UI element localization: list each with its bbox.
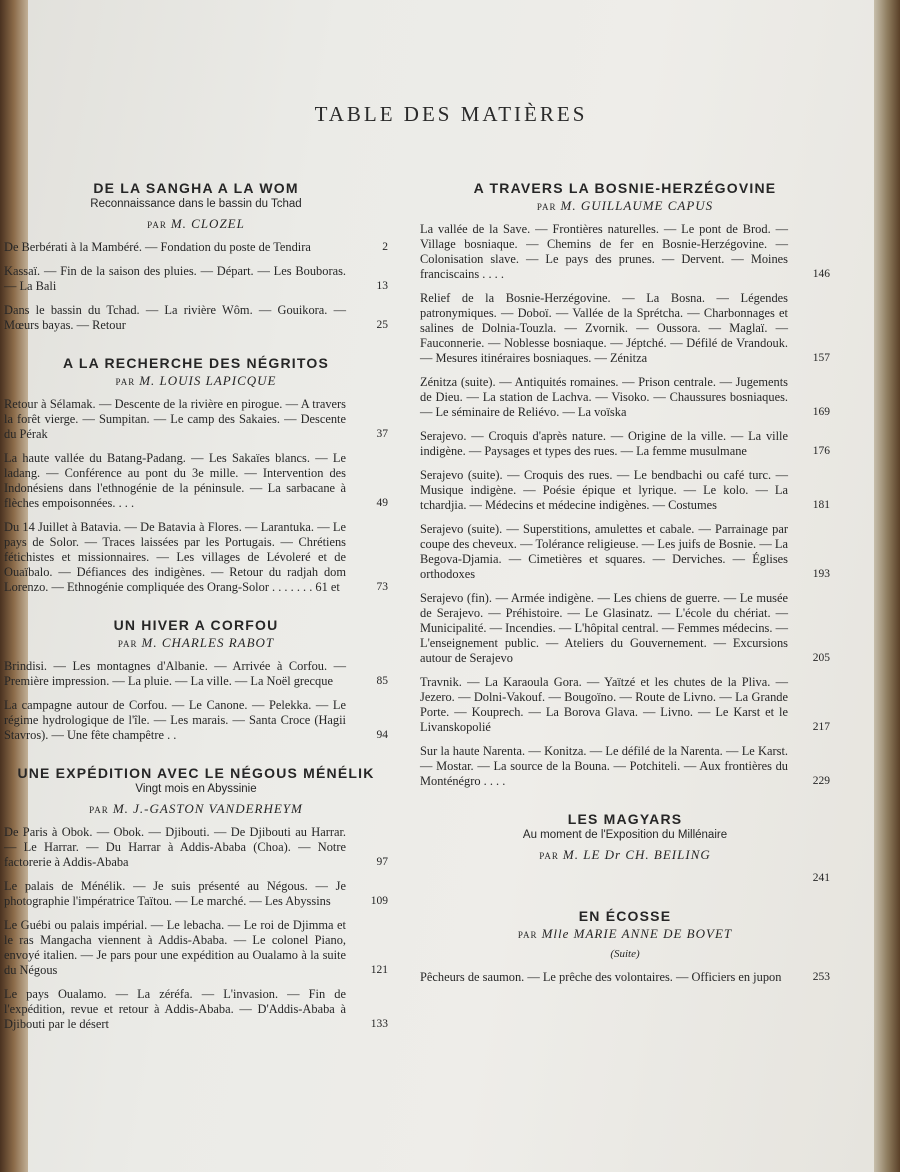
entry-page-number: 229 bbox=[812, 775, 830, 787]
author-prefix: PAR bbox=[517, 930, 538, 940]
toc-entry bbox=[420, 871, 830, 886]
author-prefix: PAR bbox=[115, 377, 136, 387]
entry-page-number: 217 bbox=[812, 721, 830, 733]
toc-section bbox=[420, 180, 830, 789]
entry-page-number: 109 bbox=[370, 895, 388, 907]
toc-section bbox=[4, 180, 388, 333]
entry-text: De Paris à Obok. — Obok. — Djibouti. — De Djibouti au Harrar. — Le Harrar. — Du Harrar à Addis-Ababa (Choa). — Notre factorerie à Addis-Ababa bbox=[4, 825, 346, 869]
toc-entry bbox=[4, 397, 388, 442]
toc-section bbox=[4, 765, 388, 1032]
section-author bbox=[4, 373, 388, 389]
toc-entry bbox=[420, 675, 830, 735]
author-name: M. LE Dr CH. BEILING bbox=[562, 847, 711, 862]
toc-entry bbox=[4, 698, 388, 743]
author-prefix: PAR bbox=[536, 202, 557, 212]
entry-text: Serajevo. — Croquis d'après nature. — Origine de la ville. — La ville indigène. — Paysages et types des rues. — La femme musulmane bbox=[420, 429, 788, 458]
entry-text: Brindisi. — Les montagnes d'Albanie. — Arrivée à Corfou. — Première impression. — La pluie. — La ville. — La Noël grecque bbox=[4, 659, 346, 688]
entry-page-number: 97 bbox=[376, 856, 388, 868]
entry-text: La haute vallée du Batang-Padang. — Les Sakaïes blancs. — Le ladang. — Conférence au pont du 3e mille. — Intervention des Indonésiens dans l'ethnogénie de la péninsule. — La sarbacane à flèches empoisonnées. . . . bbox=[4, 451, 346, 510]
toc-entry bbox=[420, 468, 830, 513]
entry-text: De Berbérati à la Mambéré. — Fondation du poste de Tendira bbox=[4, 240, 311, 254]
entry-page-number: 205 bbox=[812, 652, 830, 664]
section-author bbox=[420, 847, 830, 863]
entry-text: Le palais de Ménélik. — Je suis présenté au Négous. — Je photographie l'impératrice Taïtou. — Le marché. — Les Abyssins bbox=[4, 879, 346, 908]
toc-entry bbox=[4, 918, 388, 978]
section-title: UN HIVER A CORFOU bbox=[113, 617, 279, 633]
entry-text: Serajevo (suite). — Croquis des rues. — Le bendbachi ou café turc. — Musique indigène. — Poésie épique et lyrique. — Le kolo. — La tchardjia. — Médecins et médecine indigènes. — Costumes bbox=[420, 468, 788, 512]
section-note: (Suite) bbox=[610, 948, 640, 960]
entry-text: Retour à Sélamak. — Descente de la rivière en pirogue. — A travers la forêt vierge. — Sumpitan. — Le camp des Sakaies. — Descente du Pérak bbox=[4, 397, 346, 441]
toc-entry bbox=[420, 429, 830, 459]
entry-text: La campagne autour de Corfou. — Le Canone. — Pelekka. — Le régime hydrologique de l'île. — Les marais. — Santa Croce (Hagii Stavros). — Une fête champêtre . . bbox=[4, 698, 346, 742]
entry-page-number: 193 bbox=[812, 568, 830, 580]
author-name: Mlle MARIE ANNE DE BOVET bbox=[541, 926, 733, 941]
entry-page-number: 121 bbox=[370, 964, 388, 976]
entry-text: La vallée de la Save. — Frontières naturelles. — Le pont de Brod. — Village bosniaque. — Chemins de fer en Bosnie-Herzégovine. — Colonisation slave. — Le pays des prunes. — Dervent. — Moines franciscains . . . . bbox=[420, 222, 788, 281]
toc-entry bbox=[420, 375, 830, 420]
toc-entry bbox=[420, 522, 830, 582]
toc-section bbox=[4, 617, 388, 743]
author-name: M. GUILLAUME CAPUS bbox=[560, 198, 714, 213]
toc-entry bbox=[420, 591, 830, 666]
entry-text: Relief de la Bosnie-Herzégovine. — La Bosna. — Légendes patronymiques. — Doboï. — Vallée de la Sprétcha. — Charbonnages et salines de Dolnia-Touzla. — Zvornik. — Oussora. — Maglaï. — Fauconnerie. — Noblesse bosniaque. — Jéptché. — Défilé de Vrandouk. — Mesures itinéraires bosniaques. — Zénitza bbox=[420, 291, 788, 365]
section-author bbox=[4, 216, 388, 232]
toc-entry bbox=[4, 264, 388, 294]
section-title: A TRAVERS LA BOSNIE-HERZÉGOVINE bbox=[473, 180, 777, 196]
section-title: LES MAGYARS bbox=[567, 811, 683, 827]
book-edge-right bbox=[870, 0, 900, 1172]
page-title: TABLE DES MATIÈRES bbox=[314, 102, 588, 126]
section-author bbox=[4, 801, 388, 817]
toc-entry bbox=[4, 659, 388, 689]
entry-page-number: 241 bbox=[812, 872, 830, 884]
toc-entry bbox=[4, 451, 388, 511]
entry-page-number: 94 bbox=[376, 729, 388, 741]
author-prefix: PAR bbox=[539, 851, 559, 861]
section-subtitle: Reconnaissance dans le bassin du Tchad bbox=[90, 198, 302, 210]
section-author bbox=[4, 635, 388, 651]
toc-section bbox=[4, 355, 388, 595]
right-column bbox=[420, 180, 830, 1007]
section-title: EN ÉCOSSE bbox=[578, 908, 672, 924]
entry-text: Pêcheurs de saumon. — Le prêche des volontaires. — Officiers en jupon bbox=[420, 970, 782, 984]
entry-text: Kassaï. — Fin de la saison des pluies. — Départ. — Les Bouboras. — La Bali bbox=[4, 264, 346, 293]
entry-page-number: 181 bbox=[812, 499, 830, 511]
section-title: UNE EXPÉDITION AVEC LE NÉGOUS MÉNÉLIK bbox=[17, 765, 375, 781]
entry-text: Dans le bassin du Tchad. — La rivière Wôm. — Gouikora. — Mœurs bayas. — Retour bbox=[4, 303, 346, 332]
entry-page-number: 157 bbox=[812, 352, 830, 364]
toc-entry bbox=[420, 222, 830, 282]
entry-page-number: 2 bbox=[382, 241, 388, 253]
author-name: M. CHARLES RABOT bbox=[141, 635, 275, 650]
entry-page-number: 73 bbox=[376, 581, 388, 593]
entry-page-number: 146 bbox=[812, 268, 830, 280]
entry-text: Serajevo (fin). — Armée indigène. — Les chiens de guerre. — Le musée de Serajevo. — Préhistoire. — Le Glasinatz. — L'école du chériat. — Municipalité. — Incendies. — L'hôpital central. — Femmes médecins. — L'enseignement public. — Ateliers du Gouvernement. — Excursions autour de Serajevo bbox=[420, 591, 788, 665]
entry-text: Zénitza (suite). — Antiquités romaines. — Prison centrale. — Jugements de Dieu. — La station de Lachva. — Visoko. — Chaussures bosniaques. — Le séminaire de Reliévo. — La voïska bbox=[420, 375, 788, 419]
entry-page-number: 85 bbox=[376, 675, 388, 687]
entry-text: Du 14 Juillet à Batavia. — De Batavia à Flores. — Larantuka. — Le pays de Solor. — Traces laissées par les Portugais. — Chrétiens fétichistes et missionnaires. — Les villages de Lévoleré et de Ouaïbalo. — Défiances des indigènes. — Retour du radjah dom Lorenzo. — Ethnogénie compliquée des Orang-Solor . . . . . . . 61 et bbox=[4, 520, 346, 594]
entry-text: Sur la haute Narenta. — Konitza. — Le défilé de la Narenta. — Le Karst. — Mostar. — La source de la Bouna. — Potchiteli. — Aux frontières du Monténégro . . . . bbox=[420, 744, 788, 788]
author-prefix: PAR bbox=[147, 220, 167, 230]
left-column bbox=[4, 180, 388, 1054]
section-subtitle: Vingt mois en Abyssinie bbox=[135, 783, 257, 795]
author-prefix: PAR bbox=[89, 805, 109, 815]
entry-text: Le pays Oualamo. — La zéréfa. — L'invasion. — Fin de l'expédition, revue et retour à Addis-Ababa. — D'Addis-Ababa à Djibouti par le désert bbox=[4, 987, 346, 1031]
section-title: A LA RECHERCHE DES NÉGRITOS bbox=[62, 355, 330, 371]
entry-page-number: 169 bbox=[812, 406, 830, 418]
toc-entry bbox=[4, 825, 388, 870]
toc-entry bbox=[4, 303, 388, 333]
section-title: DE LA SANGHA A LA WOM bbox=[93, 180, 299, 196]
toc-entry bbox=[420, 291, 830, 366]
entry-text: Le Guébi ou palais impérial. — Le lebacha. — Le roi de Djimma et le ras Mangacha viennent à Addis-Ababa. — Le colonel Piano, envoyé italien. — Je pars pour une expédition au Oualamo à la suite du Négous bbox=[4, 918, 346, 977]
author-name: M. LOUIS LAPICQUE bbox=[139, 373, 277, 388]
entry-text: Travnik. — La Karaoula Gora. — Yaïtzé et les chutes de la Pliva. — Jezero. — Dolni-Vakouf. — Bougoïno. — Route de Livno. — La Grande Porte. — Kouprech. — La Borova Glava. — Livno. — Le Karst et le Livanskopolié bbox=[420, 675, 788, 734]
toc-entry bbox=[4, 240, 388, 255]
entry-page-number: 25 bbox=[376, 319, 388, 331]
author-name: M. J.-GASTON VANDERHEYM bbox=[112, 801, 303, 816]
entry-page-number: 49 bbox=[376, 497, 388, 509]
section-author bbox=[420, 926, 830, 942]
section-author bbox=[420, 198, 830, 214]
entry-page-number: 37 bbox=[376, 428, 388, 440]
entry-page-number: 13 bbox=[376, 280, 388, 292]
toc-entry bbox=[4, 520, 388, 595]
entry-page-number: 176 bbox=[812, 445, 830, 457]
toc-section bbox=[420, 908, 830, 985]
toc-entry bbox=[420, 970, 830, 985]
entry-page-number: 133 bbox=[370, 1018, 388, 1030]
author-name: M. CLOZEL bbox=[170, 216, 245, 231]
toc-section bbox=[420, 811, 830, 886]
author-prefix: PAR bbox=[117, 639, 138, 649]
toc-entry bbox=[4, 879, 388, 909]
book-page bbox=[4, 0, 874, 1172]
toc-entry bbox=[4, 987, 388, 1032]
entry-page-number: 253 bbox=[812, 971, 830, 983]
toc-entry bbox=[420, 744, 830, 789]
entry-text: Serajevo (suite). — Superstitions, amulettes et cabale. — Parrainage par coupe des cheveux. — Tolérance religieuse. — Les juifs de Bosnie. — La Begova-Djamia. — Cimetières et squares. — Derviches. — Églises orthodoxes bbox=[420, 522, 788, 581]
section-subtitle: Au moment de l'Exposition du Millénaire bbox=[522, 829, 728, 841]
